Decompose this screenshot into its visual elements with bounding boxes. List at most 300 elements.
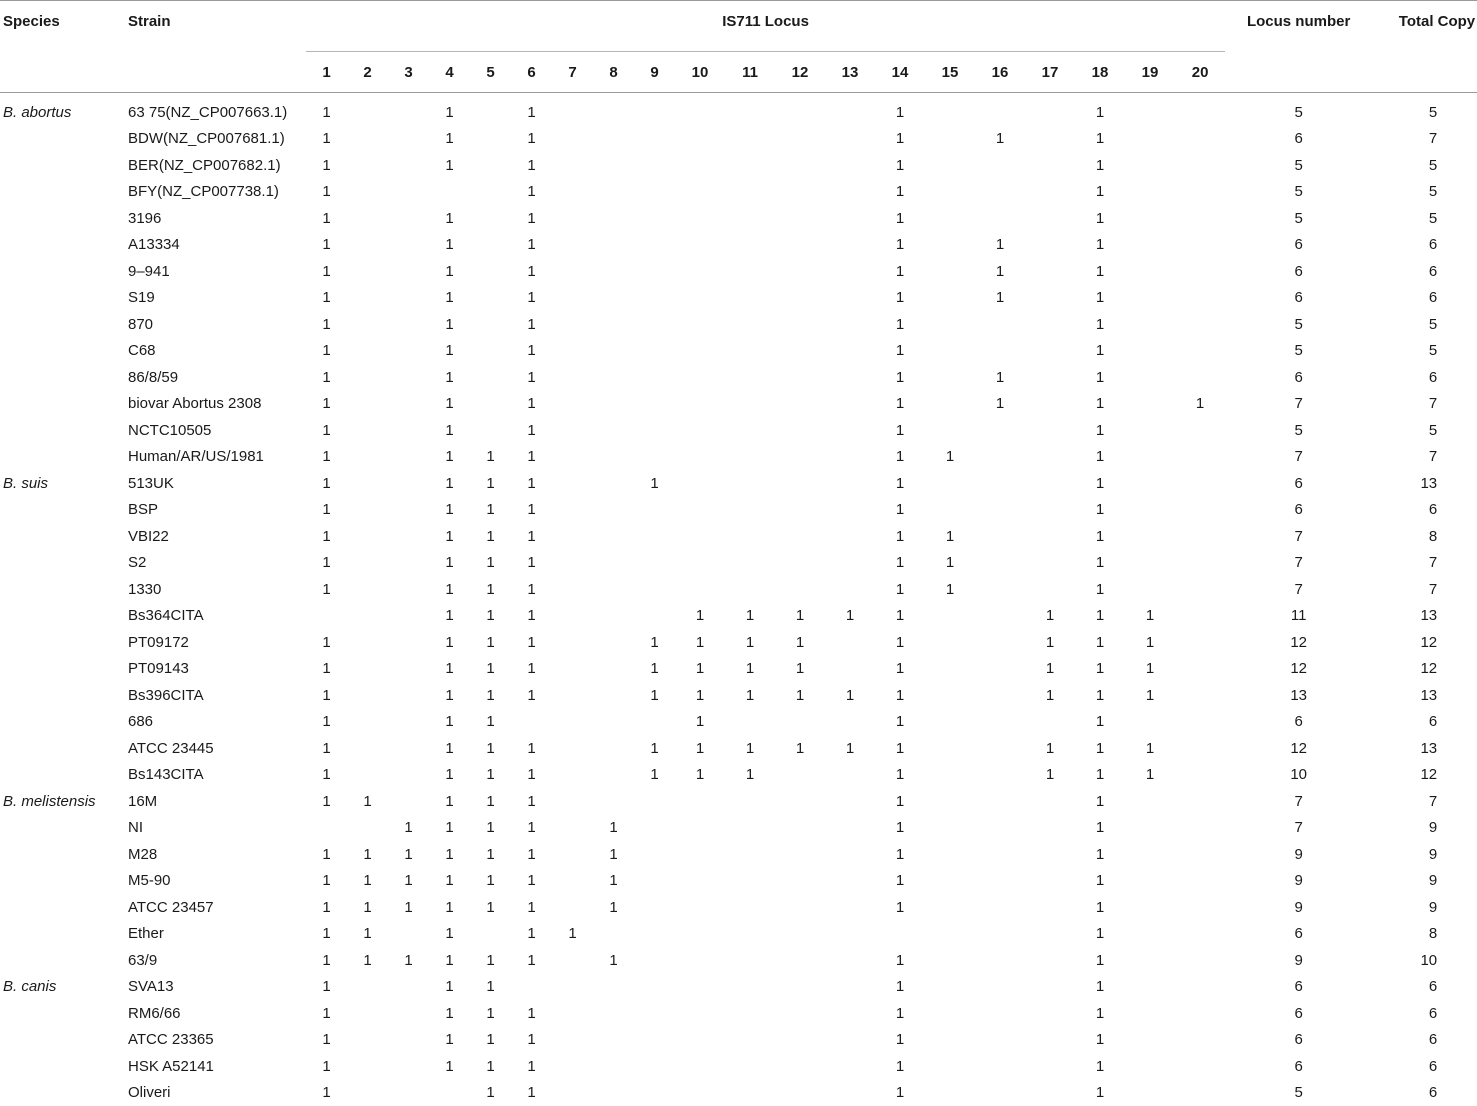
locus-cell-1: 1 <box>306 709 347 736</box>
locus-cell-1: 1 <box>306 364 347 391</box>
locus-cell-6: 1 <box>511 285 552 312</box>
strain-cell: A13334 <box>120 232 306 259</box>
locus-cell-15: 1 <box>925 523 975 550</box>
locus-cell-16 <box>975 93 1025 126</box>
locus-cell-3 <box>388 417 429 444</box>
locus-number-cell: 6 <box>1225 470 1372 497</box>
locus-cell-9 <box>634 947 675 974</box>
total-copy-cell: 6 <box>1372 1080 1477 1106</box>
locus-cell-18: 1 <box>1075 497 1125 524</box>
species-cell <box>0 205 120 232</box>
locus-cell-5 <box>470 93 511 126</box>
locus-cell-13 <box>825 523 875 550</box>
total-copy-cell: 6 <box>1372 709 1477 736</box>
locus-cell-1: 1 <box>306 338 347 365</box>
locus-cell-5 <box>470 364 511 391</box>
locus-cell-4: 1 <box>429 629 470 656</box>
locus-cell-20 <box>1175 629 1225 656</box>
locus-cell-2 <box>347 497 388 524</box>
locus-cell-2: 1 <box>347 841 388 868</box>
locus-cell-8 <box>593 470 634 497</box>
table-row <box>0 470 1477 497</box>
locus-cell-13 <box>825 709 875 736</box>
locus-cell-11 <box>725 974 775 1001</box>
locus-cell-3 <box>388 974 429 1001</box>
locus-cell-14: 1 <box>875 444 925 471</box>
locus-cell-14: 1 <box>875 1027 925 1054</box>
locus-cell-7 <box>552 232 593 259</box>
strain-header: Strain <box>120 1 306 93</box>
locus-cell-20 <box>1175 364 1225 391</box>
locus-cell-16 <box>975 894 1025 921</box>
locus-cell-4: 1 <box>429 285 470 312</box>
locus-header-9: 9 <box>634 52 675 93</box>
locus-cell-18: 1 <box>1075 815 1125 842</box>
locus-cell-10 <box>675 550 725 577</box>
table-row <box>0 947 1477 974</box>
locus-cell-1: 1 <box>306 258 347 285</box>
locus-cell-3 <box>388 497 429 524</box>
locus-number-header: Locus number <box>1225 1 1372 93</box>
locus-cell-12 <box>775 126 825 153</box>
total-copy-header: Total Copy <box>1372 1 1477 93</box>
table-row <box>0 93 1477 126</box>
total-copy-cell: 12 <box>1372 656 1477 683</box>
locus-cell-8 <box>593 364 634 391</box>
locus-cell-16 <box>975 1053 1025 1080</box>
locus-cell-17 <box>1025 391 1075 418</box>
locus-cell-15 <box>925 126 975 153</box>
total-copy-cell: 5 <box>1372 311 1477 338</box>
locus-cell-19 <box>1125 1053 1175 1080</box>
locus-cell-20 <box>1175 311 1225 338</box>
locus-cell-7 <box>552 788 593 815</box>
locus-cell-12: 1 <box>775 656 825 683</box>
locus-cell-13 <box>825 894 875 921</box>
locus-cell-7 <box>552 523 593 550</box>
locus-cell-12 <box>775 709 825 736</box>
locus-cell-5: 1 <box>470 788 511 815</box>
locus-cell-7 <box>552 179 593 206</box>
locus-cell-8 <box>593 497 634 524</box>
locus-cell-1: 1 <box>306 311 347 338</box>
locus-cell-9 <box>634 815 675 842</box>
locus-cell-16 <box>975 338 1025 365</box>
locus-cell-12: 1 <box>775 603 825 630</box>
species-cell <box>0 1000 120 1027</box>
locus-cell-10 <box>675 947 725 974</box>
locus-cell-15 <box>925 921 975 948</box>
locus-number-cell: 7 <box>1225 815 1372 842</box>
locus-cell-16 <box>975 152 1025 179</box>
total-copy-cell: 13 <box>1372 682 1477 709</box>
locus-cell-5: 1 <box>470 1053 511 1080</box>
locus-cell-18: 1 <box>1075 1053 1125 1080</box>
strain-cell: BSP <box>120 497 306 524</box>
locus-cell-2: 1 <box>347 921 388 948</box>
locus-cell-19: 1 <box>1125 656 1175 683</box>
table-row <box>0 1000 1477 1027</box>
locus-cell-17 <box>1025 523 1075 550</box>
locus-cell-11 <box>725 126 775 153</box>
locus-cell-3 <box>388 682 429 709</box>
strain-cell: 3196 <box>120 205 306 232</box>
strain-cell: biovar Abortus 2308 <box>120 391 306 418</box>
locus-cell-18: 1 <box>1075 470 1125 497</box>
locus-cell-9 <box>634 1080 675 1106</box>
locus-cell-16 <box>975 1027 1025 1054</box>
strain-cell: HSK A52141 <box>120 1053 306 1080</box>
locus-cell-13 <box>825 1027 875 1054</box>
total-copy-cell: 7 <box>1372 444 1477 471</box>
locus-cell-2: 1 <box>347 868 388 895</box>
locus-cell-1: 1 <box>306 1080 347 1106</box>
locus-number-cell: 7 <box>1225 444 1372 471</box>
locus-cell-10 <box>675 470 725 497</box>
species-cell <box>0 947 120 974</box>
locus-cell-14: 1 <box>875 841 925 868</box>
locus-cell-7 <box>552 338 593 365</box>
locus-cell-5: 1 <box>470 682 511 709</box>
locus-cell-2 <box>347 762 388 789</box>
locus-cell-13 <box>825 656 875 683</box>
locus-cell-9 <box>634 444 675 471</box>
locus-cell-20 <box>1175 232 1225 259</box>
locus-cell-3 <box>388 311 429 338</box>
locus-cell-3 <box>388 788 429 815</box>
locus-cell-6: 1 <box>511 93 552 126</box>
total-copy-cell: 6 <box>1372 258 1477 285</box>
table-row <box>0 550 1477 577</box>
locus-cell-14: 1 <box>875 868 925 895</box>
table-row <box>0 1080 1477 1106</box>
locus-cell-5: 1 <box>470 894 511 921</box>
locus-cell-1: 1 <box>306 656 347 683</box>
total-copy-cell: 13 <box>1372 735 1477 762</box>
locus-number-cell: 12 <box>1225 629 1372 656</box>
locus-cell-13 <box>825 364 875 391</box>
locus-cell-4: 1 <box>429 126 470 153</box>
locus-cell-4: 1 <box>429 788 470 815</box>
locus-cell-11: 1 <box>725 682 775 709</box>
locus-cell-12 <box>775 947 825 974</box>
locus-number-cell: 5 <box>1225 205 1372 232</box>
locus-cell-12 <box>775 1080 825 1106</box>
locus-header-19: 19 <box>1125 52 1175 93</box>
locus-cell-10: 1 <box>675 603 725 630</box>
locus-cell-5: 1 <box>470 735 511 762</box>
locus-cell-15 <box>925 1053 975 1080</box>
locus-cell-12 <box>775 497 825 524</box>
locus-cell-17 <box>1025 152 1075 179</box>
locus-number-cell: 9 <box>1225 947 1372 974</box>
locus-number-cell: 11 <box>1225 603 1372 630</box>
locus-cell-10 <box>675 205 725 232</box>
locus-cell-16 <box>975 947 1025 974</box>
total-copy-cell: 5 <box>1372 179 1477 206</box>
locus-cell-19 <box>1125 921 1175 948</box>
locus-header-18: 18 <box>1075 52 1125 93</box>
locus-cell-11 <box>725 709 775 736</box>
locus-cell-5: 1 <box>470 709 511 736</box>
locus-cell-20 <box>1175 815 1225 842</box>
species-cell <box>0 576 120 603</box>
locus-cell-6: 1 <box>511 1053 552 1080</box>
locus-cell-13 <box>825 93 875 126</box>
locus-cell-1: 1 <box>306 444 347 471</box>
locus-cell-2: 1 <box>347 788 388 815</box>
locus-cell-19 <box>1125 576 1175 603</box>
species-cell <box>0 311 120 338</box>
locus-cell-4: 1 <box>429 841 470 868</box>
locus-cell-8 <box>593 205 634 232</box>
locus-header-5: 5 <box>470 52 511 93</box>
species-cell <box>0 656 120 683</box>
locus-cell-11 <box>725 576 775 603</box>
locus-cell-3 <box>388 735 429 762</box>
locus-cell-1: 1 <box>306 205 347 232</box>
locus-cell-20 <box>1175 974 1225 1001</box>
locus-cell-11 <box>725 444 775 471</box>
total-copy-cell: 7 <box>1372 391 1477 418</box>
locus-cell-12 <box>775 1027 825 1054</box>
locus-cell-7 <box>552 603 593 630</box>
locus-cell-11 <box>725 815 775 842</box>
locus-cell-15 <box>925 815 975 842</box>
locus-cell-9 <box>634 894 675 921</box>
locus-cell-5 <box>470 338 511 365</box>
locus-cell-5: 1 <box>470 841 511 868</box>
locus-cell-3 <box>388 338 429 365</box>
locus-cell-14: 1 <box>875 126 925 153</box>
locus-cell-19 <box>1125 285 1175 312</box>
locus-cell-18: 1 <box>1075 417 1125 444</box>
locus-cell-14: 1 <box>875 576 925 603</box>
locus-cell-6: 1 <box>511 338 552 365</box>
locus-cell-4: 1 <box>429 93 470 126</box>
locus-cell-15 <box>925 603 975 630</box>
locus-cell-19 <box>1125 232 1175 259</box>
locus-cell-2 <box>347 311 388 338</box>
locus-cell-20 <box>1175 1080 1225 1106</box>
locus-cell-4: 1 <box>429 152 470 179</box>
species-cell <box>0 1053 120 1080</box>
locus-cell-15 <box>925 1000 975 1027</box>
locus-cell-6: 1 <box>511 788 552 815</box>
locus-cell-19 <box>1125 550 1175 577</box>
strain-cell: 16M <box>120 788 306 815</box>
total-copy-cell: 8 <box>1372 523 1477 550</box>
locus-cell-13 <box>825 391 875 418</box>
locus-cell-20 <box>1175 338 1225 365</box>
locus-cell-17 <box>1025 444 1075 471</box>
locus-cell-13: 1 <box>825 682 875 709</box>
locus-cell-11 <box>725 1000 775 1027</box>
locus-cell-19 <box>1125 311 1175 338</box>
locus-cell-12: 1 <box>775 735 825 762</box>
locus-cell-15 <box>925 1080 975 1106</box>
table-row <box>0 815 1477 842</box>
locus-cell-18: 1 <box>1075 338 1125 365</box>
locus-cell-7 <box>552 815 593 842</box>
locus-cell-5: 1 <box>470 603 511 630</box>
table-row <box>0 285 1477 312</box>
locus-cell-6: 1 <box>511 523 552 550</box>
locus-cell-10: 1 <box>675 762 725 789</box>
locus-cell-11 <box>725 391 775 418</box>
locus-cell-6: 1 <box>511 682 552 709</box>
locus-cell-4: 1 <box>429 364 470 391</box>
locus-cell-9 <box>634 1000 675 1027</box>
locus-cell-17 <box>1025 338 1075 365</box>
locus-cell-13 <box>825 152 875 179</box>
locus-cell-11 <box>725 894 775 921</box>
locus-cell-19 <box>1125 152 1175 179</box>
locus-cell-4: 1 <box>429 232 470 259</box>
locus-cell-20 <box>1175 868 1225 895</box>
locus-cell-3 <box>388 709 429 736</box>
locus-cell-15: 1 <box>925 550 975 577</box>
species-cell <box>0 1080 120 1106</box>
locus-cell-14: 1 <box>875 709 925 736</box>
locus-header-3: 3 <box>388 52 429 93</box>
locus-cell-1: 1 <box>306 762 347 789</box>
locus-cell-5: 1 <box>470 576 511 603</box>
locus-cell-15 <box>925 338 975 365</box>
locus-cell-1: 1 <box>306 417 347 444</box>
locus-cell-10 <box>675 921 725 948</box>
locus-cell-7 <box>552 709 593 736</box>
locus-cell-2 <box>347 550 388 577</box>
locus-cell-11 <box>725 470 775 497</box>
locus-cell-13: 1 <box>825 603 875 630</box>
locus-cell-20 <box>1175 417 1225 444</box>
locus-cell-16 <box>975 497 1025 524</box>
locus-cell-18: 1 <box>1075 1027 1125 1054</box>
locus-cell-7 <box>552 762 593 789</box>
locus-cell-10: 1 <box>675 682 725 709</box>
locus-cell-6: 1 <box>511 550 552 577</box>
species-cell: B. canis <box>0 974 120 1001</box>
locus-cell-15 <box>925 894 975 921</box>
locus-number-cell: 6 <box>1225 232 1372 259</box>
locus-cell-18: 1 <box>1075 894 1125 921</box>
locus-cell-2 <box>347 682 388 709</box>
locus-cell-18: 1 <box>1075 947 1125 974</box>
locus-cell-19 <box>1125 126 1175 153</box>
locus-cell-8 <box>593 258 634 285</box>
table-row <box>0 444 1477 471</box>
locus-cell-11 <box>725 338 775 365</box>
locus-cell-14: 1 <box>875 338 925 365</box>
locus-cell-20 <box>1175 603 1225 630</box>
locus-cell-14: 1 <box>875 656 925 683</box>
locus-cell-20 <box>1175 921 1225 948</box>
locus-number-cell: 6 <box>1225 1000 1372 1027</box>
locus-cell-9 <box>634 311 675 338</box>
locus-cell-4: 1 <box>429 974 470 1001</box>
species-cell <box>0 126 120 153</box>
locus-cell-5 <box>470 311 511 338</box>
locus-cell-10 <box>675 391 725 418</box>
locus-cell-9 <box>634 550 675 577</box>
locus-cell-8 <box>593 735 634 762</box>
locus-cell-9 <box>634 232 675 259</box>
locus-cell-4: 1 <box>429 417 470 444</box>
locus-cell-13 <box>825 550 875 577</box>
locus-cell-19: 1 <box>1125 735 1175 762</box>
species-cell <box>0 523 120 550</box>
strain-cell: 870 <box>120 311 306 338</box>
locus-cell-16: 1 <box>975 391 1025 418</box>
locus-cell-7 <box>552 258 593 285</box>
locus-cell-1: 1 <box>306 391 347 418</box>
table-row <box>0 629 1477 656</box>
locus-cell-8 <box>593 974 634 1001</box>
locus-cell-3 <box>388 391 429 418</box>
locus-cell-11 <box>725 550 775 577</box>
table-row <box>0 868 1477 895</box>
locus-number-cell: 6 <box>1225 364 1372 391</box>
locus-cell-18: 1 <box>1075 550 1125 577</box>
locus-cell-3 <box>388 179 429 206</box>
locus-cell-14: 1 <box>875 391 925 418</box>
total-copy-cell: 8 <box>1372 921 1477 948</box>
locus-cell-1: 1 <box>306 497 347 524</box>
total-copy-cell: 7 <box>1372 126 1477 153</box>
total-copy-cell: 7 <box>1372 788 1477 815</box>
locus-cell-20 <box>1175 735 1225 762</box>
locus-cell-18: 1 <box>1075 179 1125 206</box>
locus-cell-7 <box>552 364 593 391</box>
locus-header-20: 20 <box>1175 52 1225 93</box>
table-row <box>0 364 1477 391</box>
locus-cell-1: 1 <box>306 868 347 895</box>
locus-cell-11 <box>725 205 775 232</box>
locus-cell-3 <box>388 762 429 789</box>
locus-cell-1: 1 <box>306 523 347 550</box>
locus-cell-8 <box>593 603 634 630</box>
locus-number-cell: 9 <box>1225 868 1372 895</box>
strain-cell: PT09172 <box>120 629 306 656</box>
locus-cell-14: 1 <box>875 735 925 762</box>
locus-cell-9: 1 <box>634 470 675 497</box>
locus-cell-8: 1 <box>593 815 634 842</box>
locus-cell-14: 1 <box>875 682 925 709</box>
locus-cell-15 <box>925 391 975 418</box>
locus-cell-17 <box>1025 894 1075 921</box>
locus-cell-4: 1 <box>429 682 470 709</box>
locus-cell-7 <box>552 550 593 577</box>
locus-cell-16: 1 <box>975 126 1025 153</box>
locus-cell-15 <box>925 974 975 1001</box>
locus-cell-10 <box>675 523 725 550</box>
table-row <box>0 788 1477 815</box>
locus-cell-15: 1 <box>925 444 975 471</box>
species-cell <box>0 868 120 895</box>
locus-cell-19 <box>1125 179 1175 206</box>
locus-cell-10 <box>675 1080 725 1106</box>
locus-cell-4: 1 <box>429 735 470 762</box>
locus-cell-13 <box>825 338 875 365</box>
locus-cell-8 <box>593 93 634 126</box>
table-row <box>0 656 1477 683</box>
strain-cell: BDW(NZ_CP007681.1) <box>120 126 306 153</box>
locus-cell-3 <box>388 444 429 471</box>
locus-cell-13 <box>825 815 875 842</box>
locus-cell-18: 1 <box>1075 126 1125 153</box>
locus-cell-9: 1 <box>634 762 675 789</box>
